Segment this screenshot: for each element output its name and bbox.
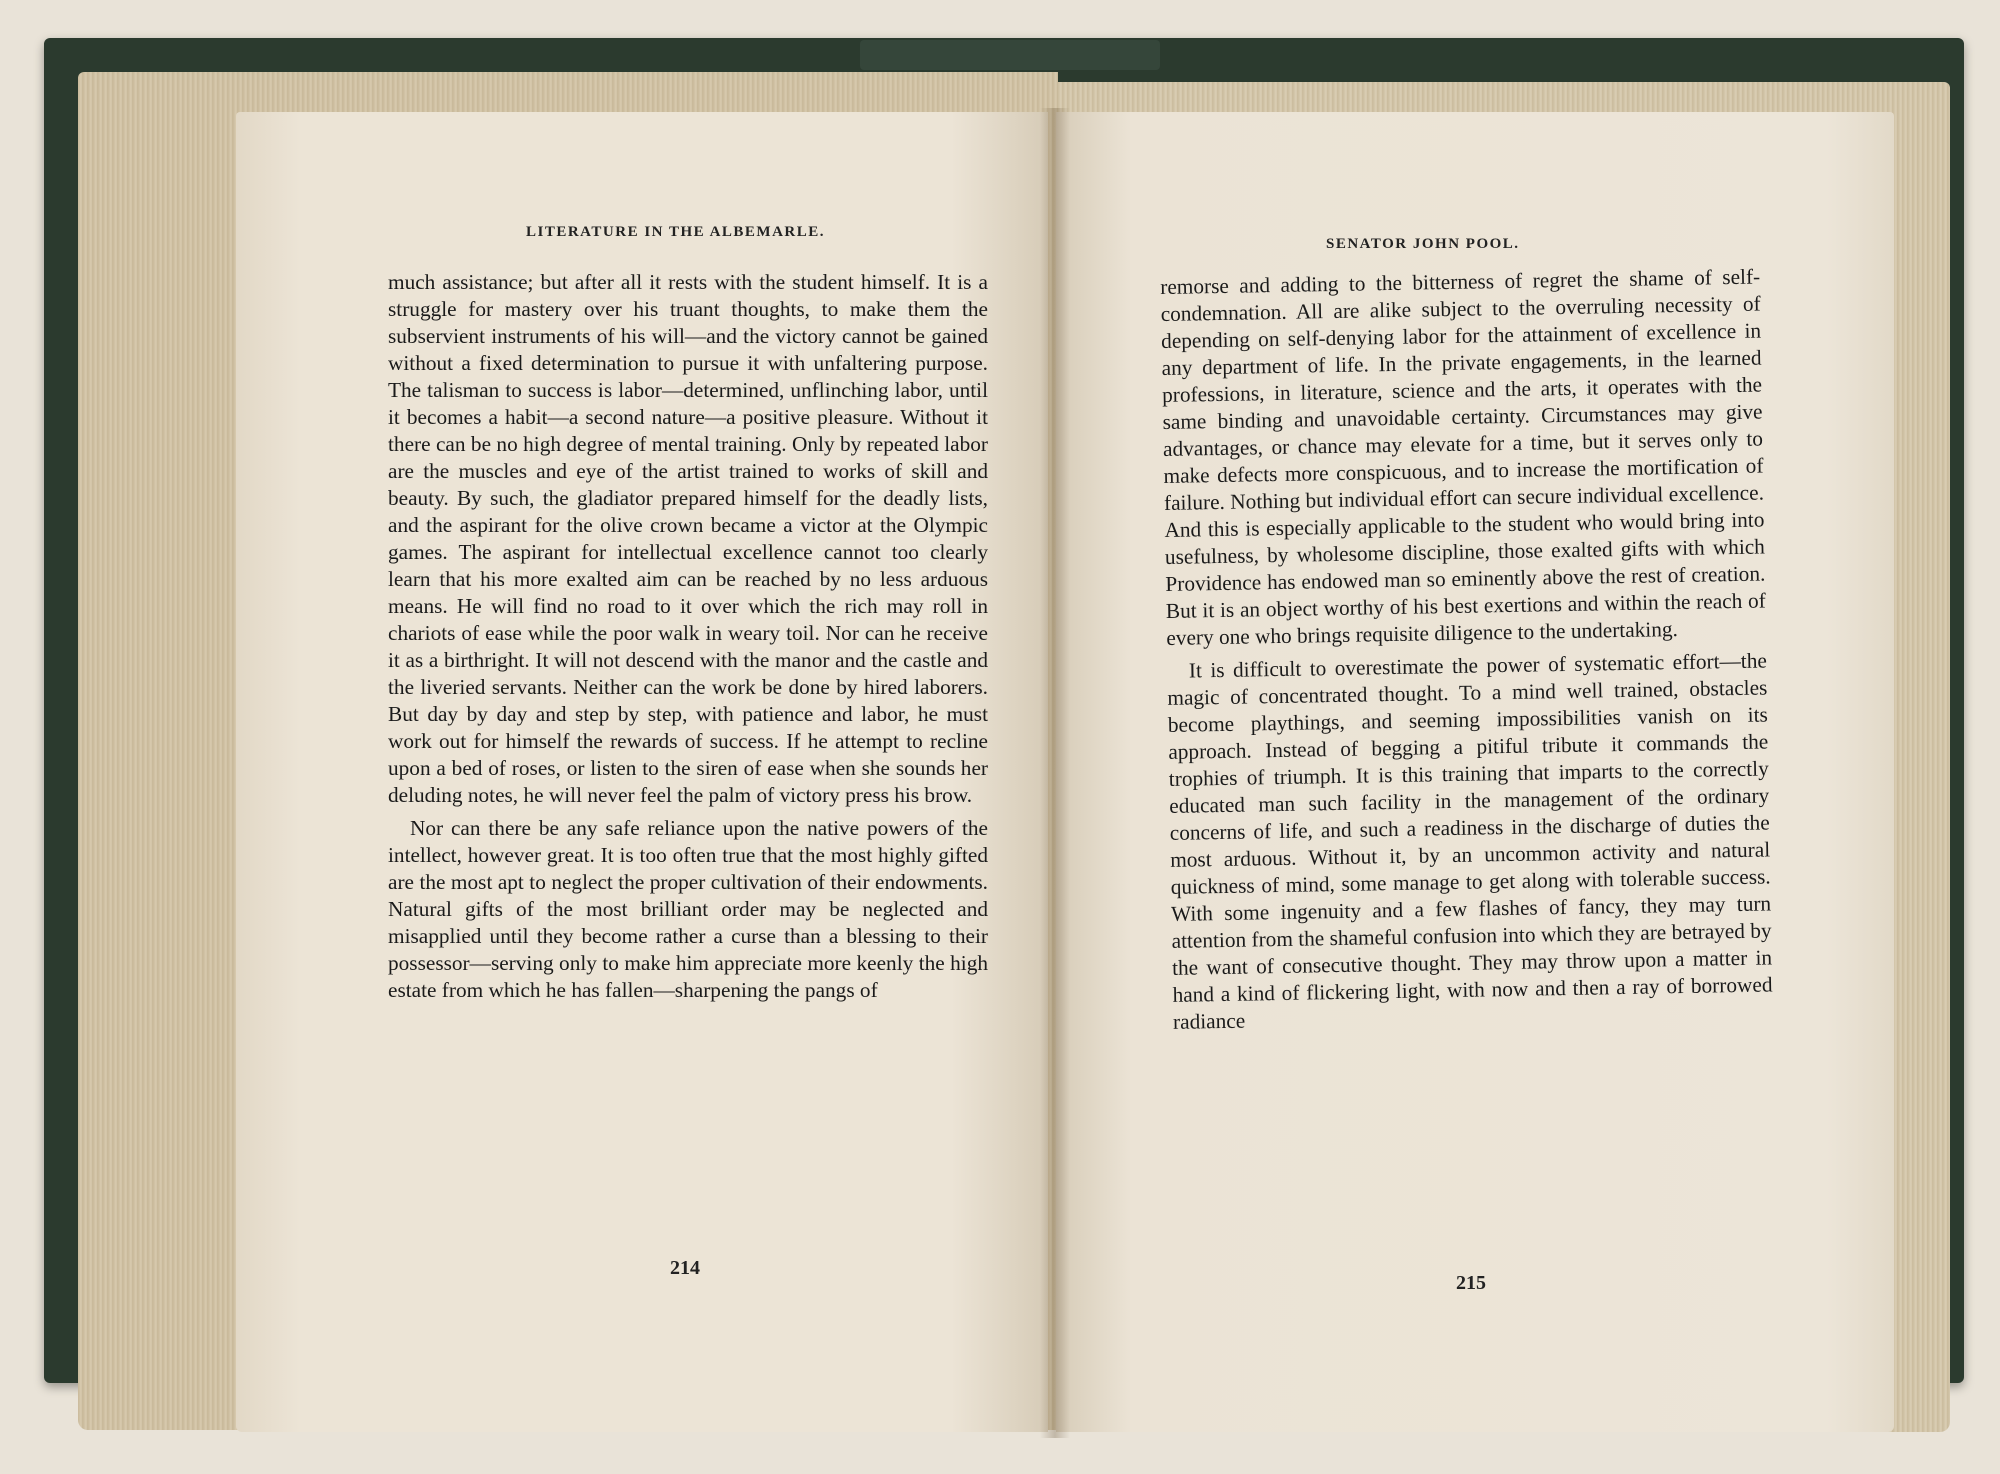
- left-paragraph-1: much assistance; but after all it rests with the student himself. It is a struggle for mastery over his truant thoughts, to make them the subservient instruments of his will—and the victory cannot be gained without a fixed determination to pursue it with unfaltering purpose. The talisman to success is labor—determined, unflinching labor, until it becomes a habit—a second nature—a positive pleasure. Without it there can be no high degree of mental training. Only by repeated labor are the muscles and eye of the artist trained to works of skill and beauty. By such, the gladiator prepared himself for the deadly lists, and the aspirant for the olive crown became a victor at the Olympic games. The aspirant for intellectual excellence cannot too clearly learn that his more exalted aim can be reached by no less arduous means. He will find no road to it over which the rich may roll in chariots of ease while the poor walk in weary toil. Nor can he receive it as a birthright. It will not descend with the manor and the castle and the liveried servants. Neither can the work be done by hired laborers. But day by day and step by step, with patience and labor, he must work out for himself the rewards of success. If he attempt to recline upon a bed of roses, or listen to the siren of ease when she sounds her deluding notes, he will never feel the palm of victory press his brow.: [388, 270, 988, 807]
- left-page: [236, 112, 1048, 1432]
- book-spine: [860, 40, 1160, 70]
- left-running-head: LITERATURE IN THE ALBEMARLE.: [526, 224, 826, 240]
- right-page-number: 215: [1456, 1272, 1486, 1294]
- left-page-text: [388, 269, 988, 1004]
- right-running-head: SENATOR JOHN POOL.: [1326, 236, 1520, 252]
- left-paragraph-2: Nor can there be any safe reliance upon the native powers of the intellect, however great. It is too often true that the most highly gifted are the most apt to neglect the proper cultivation of their endowments. Natural gifts of the most brilliant order may be neglected and misapplied until they become rather a curse than a blessing to their possessor—serving only to make him appreciate more keenly the high estate from which he has fallen—sharpening the pangs of: [388, 816, 988, 1002]
- right-paragraph-1: remorse and adding to the bitterness of regret the shame of self-condemnation. All are alike subject to the overruling necessity of depending on self-denying labor for the attainment of excellence in any department of life. In the private engagements, in the learned professions, in literature, science and the arts, it operates with the same binding and unavoidable certainty. Circumstances may give advantages, or chance may elevate for a time, but it serves only to make defects more conspicuous, and to increase the mortification of failure. Nothing but individual effort can secure individual excellence. And this is especially applicable to the student who would bring into usefulness, by wholesome discipline, those exalted gifts with which Providence has endowed man so eminently above the rest of creation. But it is an object worthy of his best exertions and within the reach of every one who brings requisite diligence to the undertaking.: [1160, 264, 1766, 650]
- left-page-number: 214: [670, 1257, 700, 1279]
- right-page-text: [1160, 264, 1773, 1036]
- book-gutter: [1040, 108, 1070, 1438]
- right-paragraph-2: It is difficult to overestimate the power of systematic effort—the magic of concentrated thought. To a mind well trained, obstacles become playthings, and seeming impossibilities vanish on its approach. Instead of begging a pitiful tribute it commands the trophies of triumph. It is this training that imparts to the correctly educated man such facility in the management of the ordinary concerns of life, and such a readiness in the discharge of duties the most arduous. Without it, by an uncommon activity and natural quickness of mind, some manage to get along with tolerable success. With some ingenuity and a few flashes of fancy, they may turn attention from the shameful confusion into which they are betrayed by the want of consecutive thought. They may throw upon a matter in hand a kind of flickering light, with now and then a ray of borrowed radiance: [1167, 648, 1773, 1034]
- right-page: [1056, 112, 1894, 1432]
